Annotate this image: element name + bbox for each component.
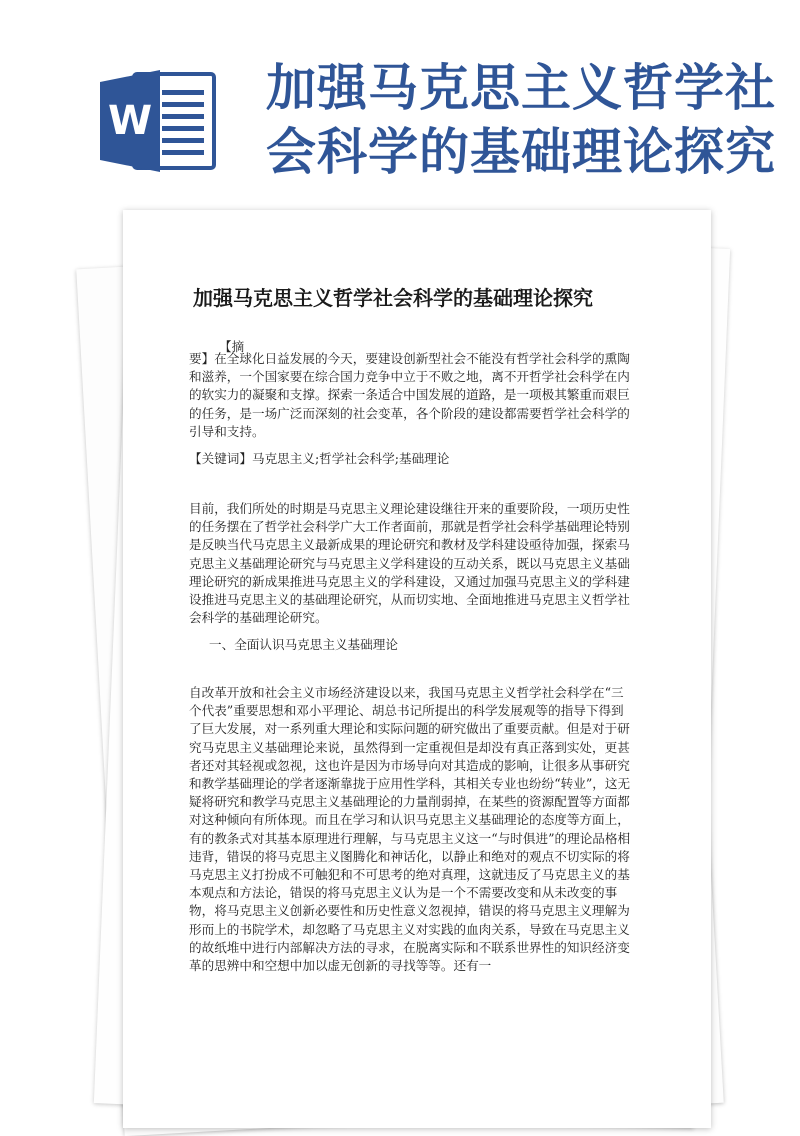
word-document-icon <box>100 68 218 174</box>
abstract-label: 【摘 <box>219 339 245 354</box>
document-page <box>123 210 711 1128</box>
banner <box>0 0 800 205</box>
banner-title: 加强马克思主义哲学社会科学的基础理论探究 <box>266 59 776 181</box>
section-heading: 一、全面认识马克思主义基础理论 <box>209 637 398 652</box>
intro-paragraph: 目前，我们所处的时期是马克思主义理论建设继往开来的重要阶段，一项历史性的任务摆在了哲学社会科学广大工作者面前，那就是哲学社会科学基础理论特别是反映当代马克思主义最新成果的理论研究和教材及学科建设亟待加强，探索马克思主义基础理论研究与马克思主义学科建设的互动关系，既以马克思主义基础理论研究的新成果推进马克思主义的学科建设，又通过加强马克思主义的学科建设推进马克思主义的基础理论研究，从而切实地、全面地推进马克思主义哲学社会科学的基础理论研究。 <box>189 501 630 626</box>
keywords: 【关键词】马克思主义;哲学社会科学;基础理论 <box>189 451 450 466</box>
body-paragraph: 自改革开放和社会主义市场经济建设以来，我国马克思主义哲学社会科学在“三个代表”重要思想和邓小平理论、胡总书记所提出的科学发展观等的指导下得到了巨大发展，对一系列重大理论和实际问题的研究做出了重要贡献。但是对于研究马克思主义基础理论来说，虽然得到一定重视但是却没有真正落到实处，更甚者还对其轻视或忽视，这也许是因为市场导向对其造成的影响，让很多从事研究和教学基础理论的学者逐渐靠拢于应用性学科，其相关专业也纷纷“转业”，这无疑将研究和教学马克思主义基础理论的力量削弱掉，在某些的资源配置等方面都对这种倾向有所体现。而且在学习和认识马克思主义基础理论的态度等方面上，有的教条式对其基本原理进行理解，与马克思主义这一“与时俱进”的理论品格相违背，错误的将马克思主义图腾化和神话化，以静止和绝对的观点不切实际的将马克思主义打扮成不可触犯和不可思考的绝对真理，这就违反了马克思主义的基本观点和方法论，错误的将马克思主义认为是一个不需要改变和从未改变的事物，将马克思主义创新必要性和历史性意义忽视掉，错误的将马克思主义理解为形而上的书院学术，却忽略了马克思主义对实践的血肉关系，导致在马克思主义的故纸堆中进行内部解决方法的寻求，在脱离实际和不联系世界性的知识经济变革的思辨中和空想中加以虚无创新的寻找等等。还有一 <box>189 685 631 974</box>
abstract-text: 要】在全球化日益发展的今天，要建设创新型社会不能没有哲学社会科学的熏陶和滋养，一个国家要在综合国力竞争中立于不败之地，离不开哲学社会科学在内的软实力的凝聚和支撑。探索一条适合中国发展的道路，是一项极其繁重而艰巨的任务，是一场广泛而深刻的社会变革，各个阶段的建设都需要哲学社会科学的引导和支持。 <box>189 351 630 439</box>
svg-text:W: W <box>107 98 153 144</box>
document-title: 加强马克思主义哲学社会科学的基础理论探究 <box>193 286 593 310</box>
